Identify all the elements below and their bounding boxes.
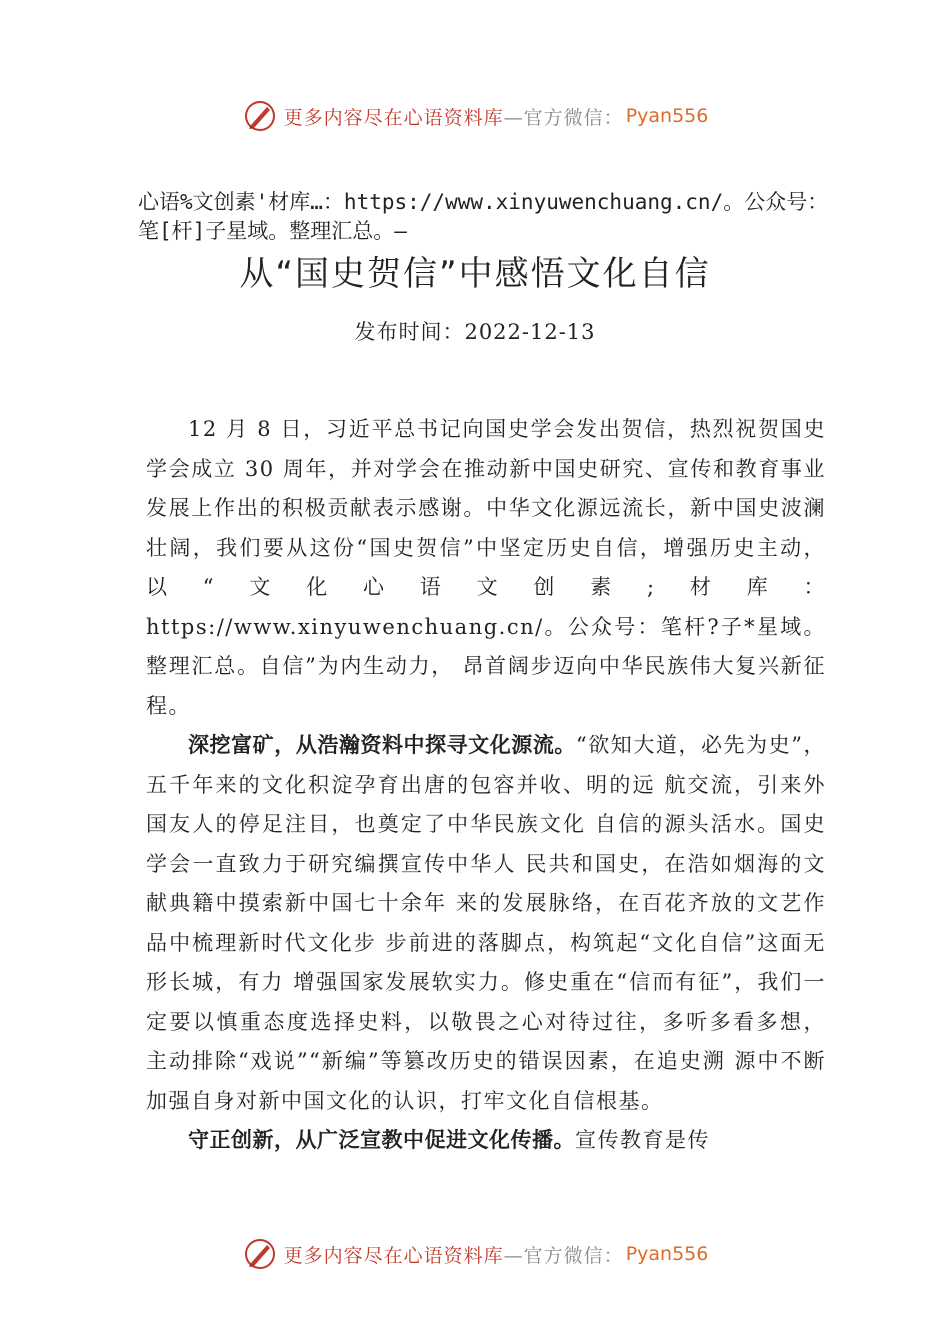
paragraph-text: 宣传教育是传	[575, 1128, 710, 1152]
paragraph-text: “欲知大道，必先为史”，五千年来的文化积淀孕育出唐的包容并收、明的远 航交流，引来外国友人的停足注目，也奠定了中华民族文化 自信的源头活水。国史学会一直致力于研究编撰宣传中华人 民共和国史，在浩如烟海的文献典籍中摸索新中国七十余年 来的发展脉络，在百花齐放的文艺作品中梳理新时代文化步 步前进的落脚点，构筑起“文化自信”这面无形长城，有力 增强国家发展软实力。修史重在“信而有征”，我们一定要以慎重态度选择史料，以敬畏之心对待过往，多听多看多想， 主动排除“戏说”“新编”等篡改历史的错误因素，在追史溯 源中不断加强自身对新中国文化的认识，打牢文化自信根基。	[146, 733, 826, 1113]
publish-date: 发布时间：2022-12-13	[354, 320, 596, 344]
paragraph-lead: 守正创新，从广泛宣教中促进文化传播。	[188, 1128, 575, 1152]
banner-wechat-id: Pyan556	[625, 1243, 709, 1265]
banner-text: 更多内容尽在心语资料库	[283, 1244, 504, 1267]
banner-wechat-id: Pyan556	[625, 105, 709, 127]
banner-text: 更多内容尽在心语资料库	[283, 106, 504, 129]
pen-logo-icon	[242, 1236, 278, 1272]
article-title: 从“国史贺信”中感悟文化自信	[239, 254, 711, 294]
banner-tail: —官方微信：	[503, 106, 624, 129]
pen-logo-icon	[242, 98, 278, 134]
header-watermark-banner	[0, 94, 950, 138]
paragraph-text: 12 月 8 日，习近平总书记向国史学会发出贺信，热烈祝贺国史学会成立 30 周年，并对学会在推动新中国史研究、宣传和教育事业发展上作出的积极贡献表示感谢。中华文化源远流长，新中国史波澜壮阔，我们要从这份“国史贺信”中坚定历史自信，增强历史主动，以“文化心语文创素;材库：https://www.xinyuwenchuang.cn/。公众号：笔杆?子*星域。整理汇总。自信”为内生动力， 昂首阔步迈向中华民族伟大复兴新征程。	[146, 417, 826, 718]
banner-tail: —官方微信：	[503, 1244, 624, 1267]
article-body	[146, 410, 826, 1161]
paragraph-1	[146, 410, 826, 726]
source-line: 心语%文创素'材库…：https://www.xinyuwenchuang.cn/。公众号：笔[杆]子星域。整理汇总。—	[138, 190, 829, 243]
paragraph-2	[146, 726, 826, 1121]
paragraph-lead: 深挖富矿，从浩瀚资料中探寻文化源流。	[188, 733, 576, 757]
footer-watermark-banner	[0, 1232, 950, 1276]
paragraph-3	[146, 1121, 826, 1161]
